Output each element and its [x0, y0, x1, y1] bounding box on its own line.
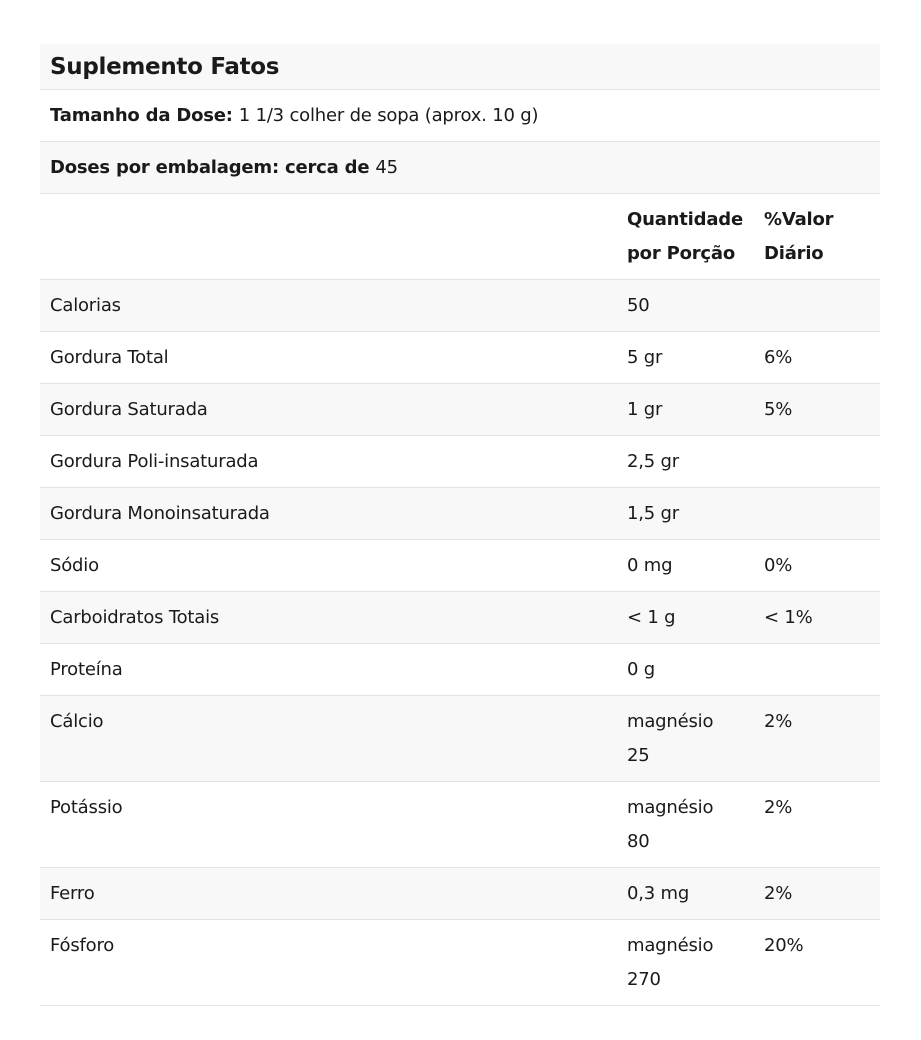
nutrient-amount	[617, 484, 754, 539]
nutrient-row	[40, 488, 880, 540]
nutrient-amount	[617, 328, 754, 383]
nutrient-column-header	[40, 190, 617, 279]
nutrient-amount-line: 25	[627, 745, 650, 766]
amount-header-line: por Porção	[627, 243, 736, 264]
nutrient-row	[40, 868, 880, 920]
nutrient-amount-line: magnésio	[627, 935, 714, 956]
nutrient-row	[40, 280, 880, 332]
nutrient-name: Gordura Total	[50, 347, 169, 368]
nutrient-amount	[617, 864, 754, 919]
nutrient-daily-value	[754, 484, 880, 539]
nutrient-amount	[617, 536, 754, 591]
nutrient-name: Carboidratos Totais	[50, 607, 220, 628]
nutrient-row	[40, 540, 880, 592]
nutrient-amount	[617, 588, 754, 643]
nutrient-row	[40, 644, 880, 696]
nutrient-amount-line: 0,3 mg	[627, 883, 690, 904]
nutrient-daily-value: 2%	[764, 797, 793, 818]
nutrient-daily-value: 5%	[764, 399, 793, 420]
nutrient-daily-value: 20%	[764, 935, 804, 956]
nutrient-row	[40, 384, 880, 436]
nutrient-row	[40, 920, 880, 1006]
nutrient-name: Gordura Poli-insaturada	[50, 451, 259, 472]
nutrient-amount	[617, 778, 754, 867]
nutrient-amount	[617, 640, 754, 695]
nutrient-amount-line: 1 gr	[627, 399, 663, 420]
servings-per-container-label: Doses por embalagem: cerca de	[50, 157, 370, 178]
nutrient-amount	[617, 432, 754, 487]
serving-size-value: 1 1/3 colher de sopa (aprox. 10 g)	[238, 105, 539, 126]
nutrient-row	[40, 592, 880, 644]
nutrient-daily-value	[754, 640, 880, 695]
nutrient-row	[40, 436, 880, 488]
daily-value-header-line: Diário	[764, 243, 824, 264]
nutrient-name: Potássio	[50, 797, 123, 818]
nutrient-name: Sódio	[50, 555, 99, 576]
nutrient-name: Proteína	[50, 659, 123, 680]
nutrient-name: Gordura Saturada	[50, 399, 208, 420]
nutrient-amount	[617, 276, 754, 331]
nutrient-amount-line: 80	[627, 831, 650, 852]
nutrient-name: Ferro	[50, 883, 95, 904]
nutrient-daily-value	[754, 276, 880, 331]
facts-title: Suplemento Fatos	[50, 53, 280, 80]
nutrient-amount-line: 0 mg	[627, 555, 673, 576]
nutrient-daily-value: 6%	[764, 347, 793, 368]
nutrient-name: Calorias	[50, 295, 121, 316]
servings-per-container-row	[40, 142, 880, 194]
nutrient-name: Cálcio	[50, 711, 104, 732]
nutrient-amount-line: magnésio	[627, 711, 714, 732]
nutrient-row	[40, 696, 880, 782]
nutrient-amount-line: 0 g	[627, 659, 655, 680]
nutrient-amount-line: magnésio	[627, 797, 714, 818]
nutrient-amount	[617, 916, 754, 1005]
serving-size-label: Tamanho da Dose:	[50, 105, 233, 126]
nutrient-daily-value: < 1%	[764, 607, 813, 628]
nutrient-daily-value: 2%	[764, 883, 793, 904]
nutrient-daily-value: 0%	[764, 555, 793, 576]
nutrient-amount-line: 2,5 gr	[627, 451, 679, 472]
nutrient-amount	[617, 380, 754, 435]
daily-value-column-header	[754, 190, 880, 279]
facts-title-row	[40, 44, 880, 90]
nutrient-amount-line: 5 gr	[627, 347, 663, 368]
nutrient-amount-line: 50	[627, 295, 650, 316]
nutrient-amount-line: 1,5 gr	[627, 503, 679, 524]
nutrient-amount-line: 270	[627, 969, 661, 990]
nutrient-amount	[617, 692, 754, 781]
nutrient-row	[40, 782, 880, 868]
amount-column-header	[617, 190, 754, 279]
column-header-row	[40, 194, 880, 280]
serving-size-row	[40, 90, 880, 142]
supplement-facts-table	[40, 44, 880, 1006]
nutrient-name: Gordura Monoinsaturada	[50, 503, 270, 524]
daily-value-header-line: %Valor	[764, 209, 834, 230]
nutrient-name: Fósforo	[50, 935, 115, 956]
nutrient-daily-value: 2%	[764, 711, 793, 732]
nutrient-row	[40, 332, 880, 384]
nutrient-amount-line: < 1 g	[627, 607, 676, 628]
servings-per-container-value: 45	[375, 157, 398, 178]
nutrient-rows	[40, 280, 880, 1006]
nutrient-daily-value	[754, 432, 880, 487]
amount-header-line: Quantidade	[627, 209, 743, 230]
